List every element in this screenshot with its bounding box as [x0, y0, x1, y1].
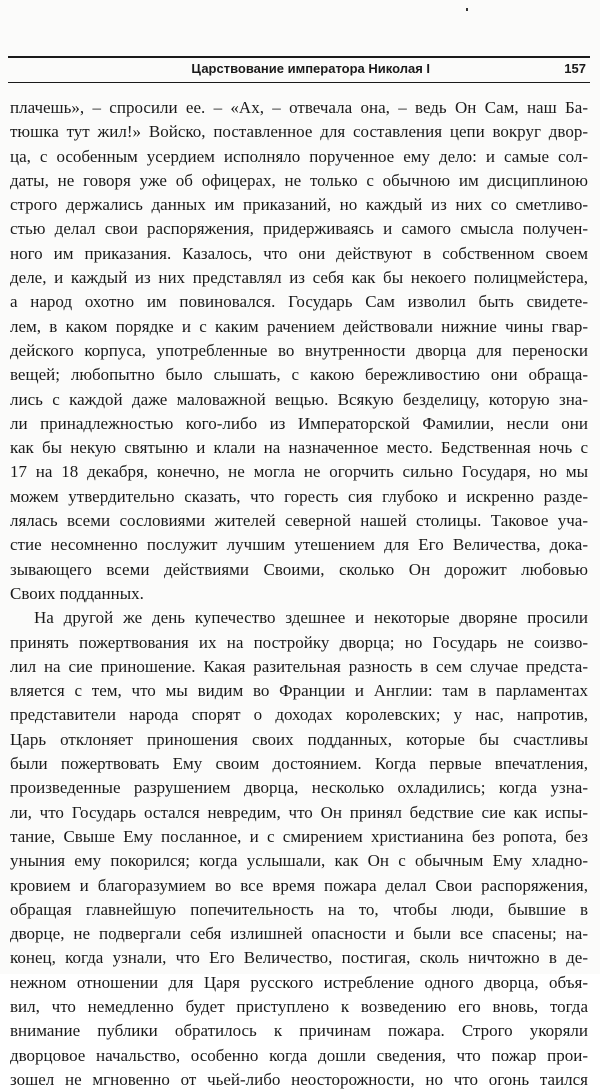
text-line: как бы некую святыню и клали на назначенное место. Бедственная ночь с [10, 438, 588, 458]
text-line: произведенные разрушением дворца, несколько охладились; когда узна- [10, 778, 588, 798]
text-line: дворцовое начальство, особенно когда дошли сведения, что пожар прои- [10, 1045, 588, 1065]
text-line: можем утвердительно сказать, что горесть сия глубоко и искренно разде- [10, 486, 588, 506]
text-line: зошел не мгновенно от чьей-либо неосторожности, но что огонь таился [10, 1069, 588, 1089]
text-line: ли, что Государь остался невредим, что Он принял бедствие сие как испы- [10, 802, 588, 822]
text-line: принять пожертвования их на постройку дворца; но Государь не соизво- [10, 632, 588, 652]
text-line: дейского корпуса, употребленные во внутренности дворца для переноски [10, 340, 588, 360]
text-line: лись с каждой даже маловажной вещью. Всякую безделицу, которую зна- [10, 389, 588, 409]
text-line: нежном отношении для Царя русского истребление одного дворца, объя- [10, 972, 588, 992]
text-line: строго держались данных им приказаний, но каждый из них со сметливо- [10, 195, 588, 215]
text-line: тание, Свыше Ему посланное, и с смирением христианина без ропота, без [10, 826, 588, 846]
paragraph-end-line: Своих подданных. [10, 583, 144, 603]
text-line: ли принадлежностью кого-либо из Императорской Фамилии, несли они [10, 413, 588, 433]
text-line: зывающего всеми действиями Своими, сколько Он дорожит любовью [10, 559, 588, 579]
text-line: лялась всеми сословиями жителей северной нашей столицы. Таковое уча- [10, 511, 588, 531]
ink-speck [466, 8, 468, 11]
text-line: 17 на 18 декабря, конечно, не могла не огорчить сильно Государя, но мы [10, 462, 588, 482]
text-line: лил на сие приношение. Какая разительная разность в сем случае предста- [10, 656, 588, 676]
text-line: ного им приказания. Казалось, что они действуют в собственном своем [10, 243, 588, 263]
text-line: стью делал свои распоряжения, придерживаясь и самого смысла получен- [10, 219, 588, 239]
text-line: были пожертвовать Ему своим достоянием. Когда первые впечатления, [10, 754, 588, 774]
text-line: деле, и каждый из них представлял из себя как бы некоего полицмейстера, [10, 268, 588, 288]
text-line: внимание публики обратилось к причинам пожара. Строго укоряли [10, 1021, 588, 1041]
text-line: дворце, не подвергали себя излишней опасности и были все спасены; на- [10, 924, 588, 944]
text-line: вляется с тем, что мы видим во Франции и Англии: там в парламентах [10, 681, 588, 701]
text-line: лем, в каком порядке и с каким рачением действовали нижние чины гвар- [10, 316, 588, 336]
chapter-title: Царствование императора Николая I [191, 61, 430, 76]
text-line: Царь отклоняет приношения своих подданных, которые бы счастливы [10, 729, 588, 749]
text-line: стие несомненно послужит лучшим утешением для Его Величества, дока- [10, 535, 588, 555]
text-line: уныния ему покорился; когда услышали, как Он с обычным Ему хладно- [10, 851, 588, 871]
text-line: обращая главнейшую попечительность на то, чтобы люди, бывшие в [10, 899, 588, 919]
text-line: конец, когда узнали, что Его Величество, постигая, сколь ничтожно в де- [10, 948, 588, 968]
running-header [8, 56, 590, 83]
text-line: представители народа спорят о доходах королевских; у нас, напротив, [10, 705, 588, 725]
text-line: плачешь», – спросили ее. – «Ах, – отвечала она, – ведь Он Сам, наш Ба- [10, 98, 588, 117]
text-line: кровием и благоразумием во все время пожара делал Свои распоряжения, [10, 875, 588, 895]
text-line: вил, что немедленно будет приступлено к возведению его вновь, тогда [10, 996, 588, 1016]
paragraph-start-line: На другой же день купечество здешнее и некоторые дворяне просили [34, 608, 588, 628]
text-line: а народ охотно им повиновался. Государь Сам изволил быть свидете- [10, 292, 588, 312]
text-line: тюшка тут жил!» Войско, поставленное для составления цепи вокруг двор- [10, 122, 588, 142]
text-line: ца, с особенным усердием исполняло порученное ему дело: и самые сол- [10, 146, 588, 166]
text-line: даты, не говоря уже об офицерах, не только с обычною им дисциплиною [10, 170, 588, 190]
page-number: 157 [564, 61, 586, 76]
body-text [10, 96, 588, 1092]
text-line: вещей; любопытно было слышать, с какою бережливостию они обраща- [10, 365, 588, 385]
